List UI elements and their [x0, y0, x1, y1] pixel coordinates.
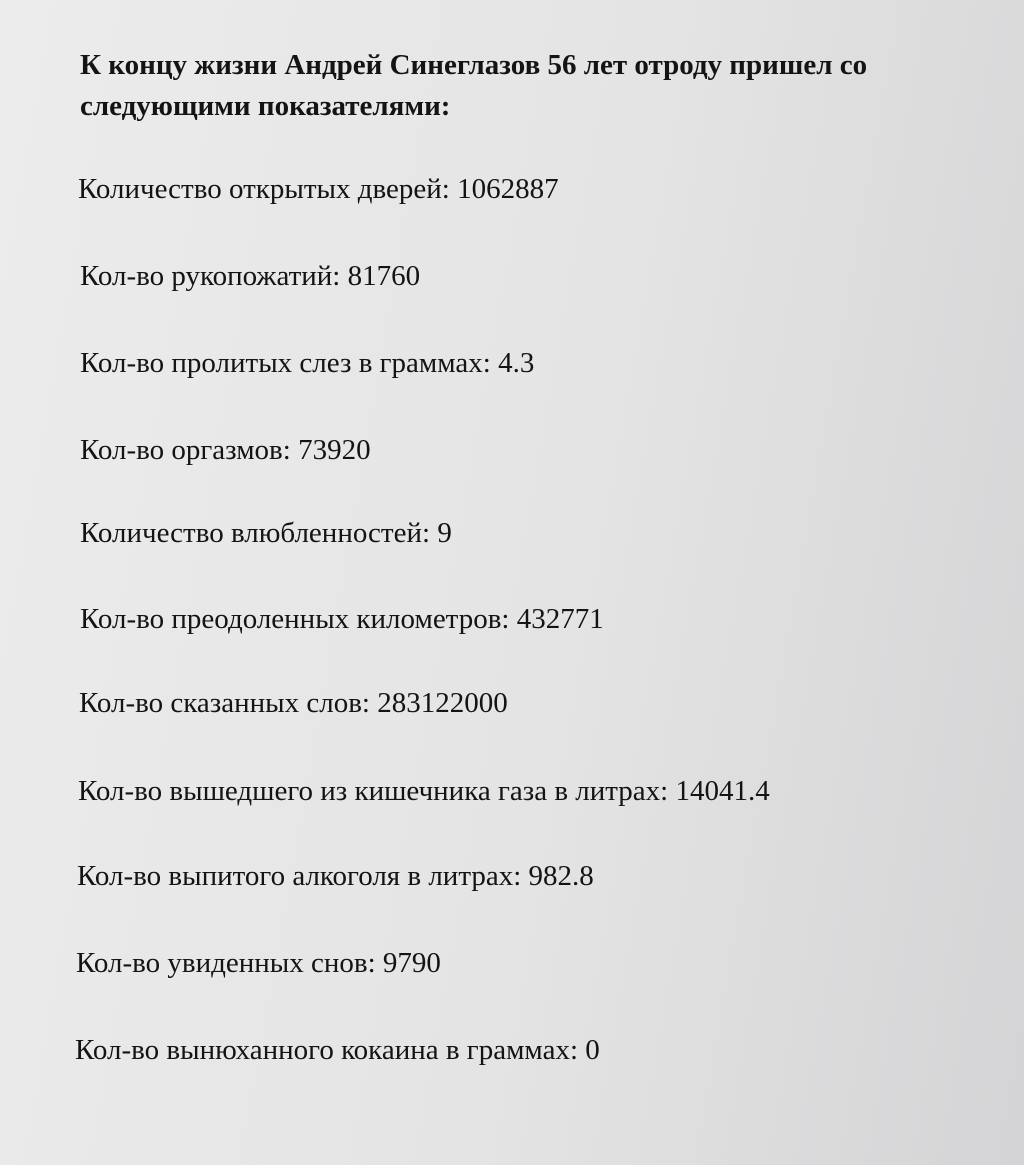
stat-value: 1062887	[457, 173, 559, 205]
stat-label: Кол-во рукопожатий	[80, 260, 333, 292]
stat-label: Количество влюбленностей	[80, 517, 422, 549]
stat-label: Кол-во пролитых слез в граммах	[80, 347, 483, 379]
stat-value: 4.3	[498, 347, 535, 379]
stat-words: Кол-во сказанных слов: 283122000	[79, 687, 508, 719]
stat-label: Кол-во сказанных слов	[79, 687, 362, 719]
stat-gas: Кол-во вышедшего из кишечника газа в литрах: 14041.4	[78, 775, 770, 807]
stat-label: Количество открытых дверей	[78, 173, 442, 205]
stat-label: Кол-во выпитого алкоголя в литрах	[77, 860, 514, 892]
stat-value: 283122000	[377, 687, 508, 719]
stat-orgasms: Кол-во оргазмов: 73920	[80, 434, 371, 466]
stat-love: Количество влюбленностей: 9	[80, 517, 452, 549]
stat-value: 0	[585, 1034, 600, 1066]
stat-value: 9790	[382, 947, 441, 979]
stat-cocaine: Кол-во вынюханного кокаина в граммах: 0	[75, 1034, 600, 1066]
stat-value: 73920	[298, 434, 371, 466]
stat-handshakes: Кол-во рукопожатий: 81760	[80, 260, 421, 292]
stat-value: 81760	[347, 260, 421, 292]
stat-label: Кол-во преодоленных километров	[80, 603, 502, 635]
stat-value: 432771	[516, 603, 604, 635]
stat-open-doors: Количество открытых дверей: 1062887	[78, 173, 559, 205]
stat-alcohol: Кол-во выпитого алкоголя в литрах: 982.8	[77, 860, 594, 892]
stat-label: Кол-во вышедшего из кишечника газа в литрах	[78, 775, 661, 807]
stat-label: Кол-во вынюханного кокаина в граммах	[75, 1034, 570, 1066]
stat-dreams: Кол-во увиденных снов: 9790	[76, 947, 441, 979]
document-title: К концу жизни Андрей Синеглазов 56 лет отроду пришел со следующими показателями:	[80, 49, 868, 122]
stat-value: 9	[437, 517, 452, 549]
stat-label: Кол-во оргазмов	[80, 434, 283, 466]
stat-value: 982.8	[528, 860, 594, 892]
stat-kilometers: Кол-во преодоленных километров: 432771	[80, 603, 604, 635]
stat-label: Кол-во увиденных снов	[76, 947, 368, 979]
stat-tears: Кол-во пролитых слез в граммах: 4.3	[80, 347, 535, 379]
stat-value: 14041.4	[675, 775, 770, 807]
